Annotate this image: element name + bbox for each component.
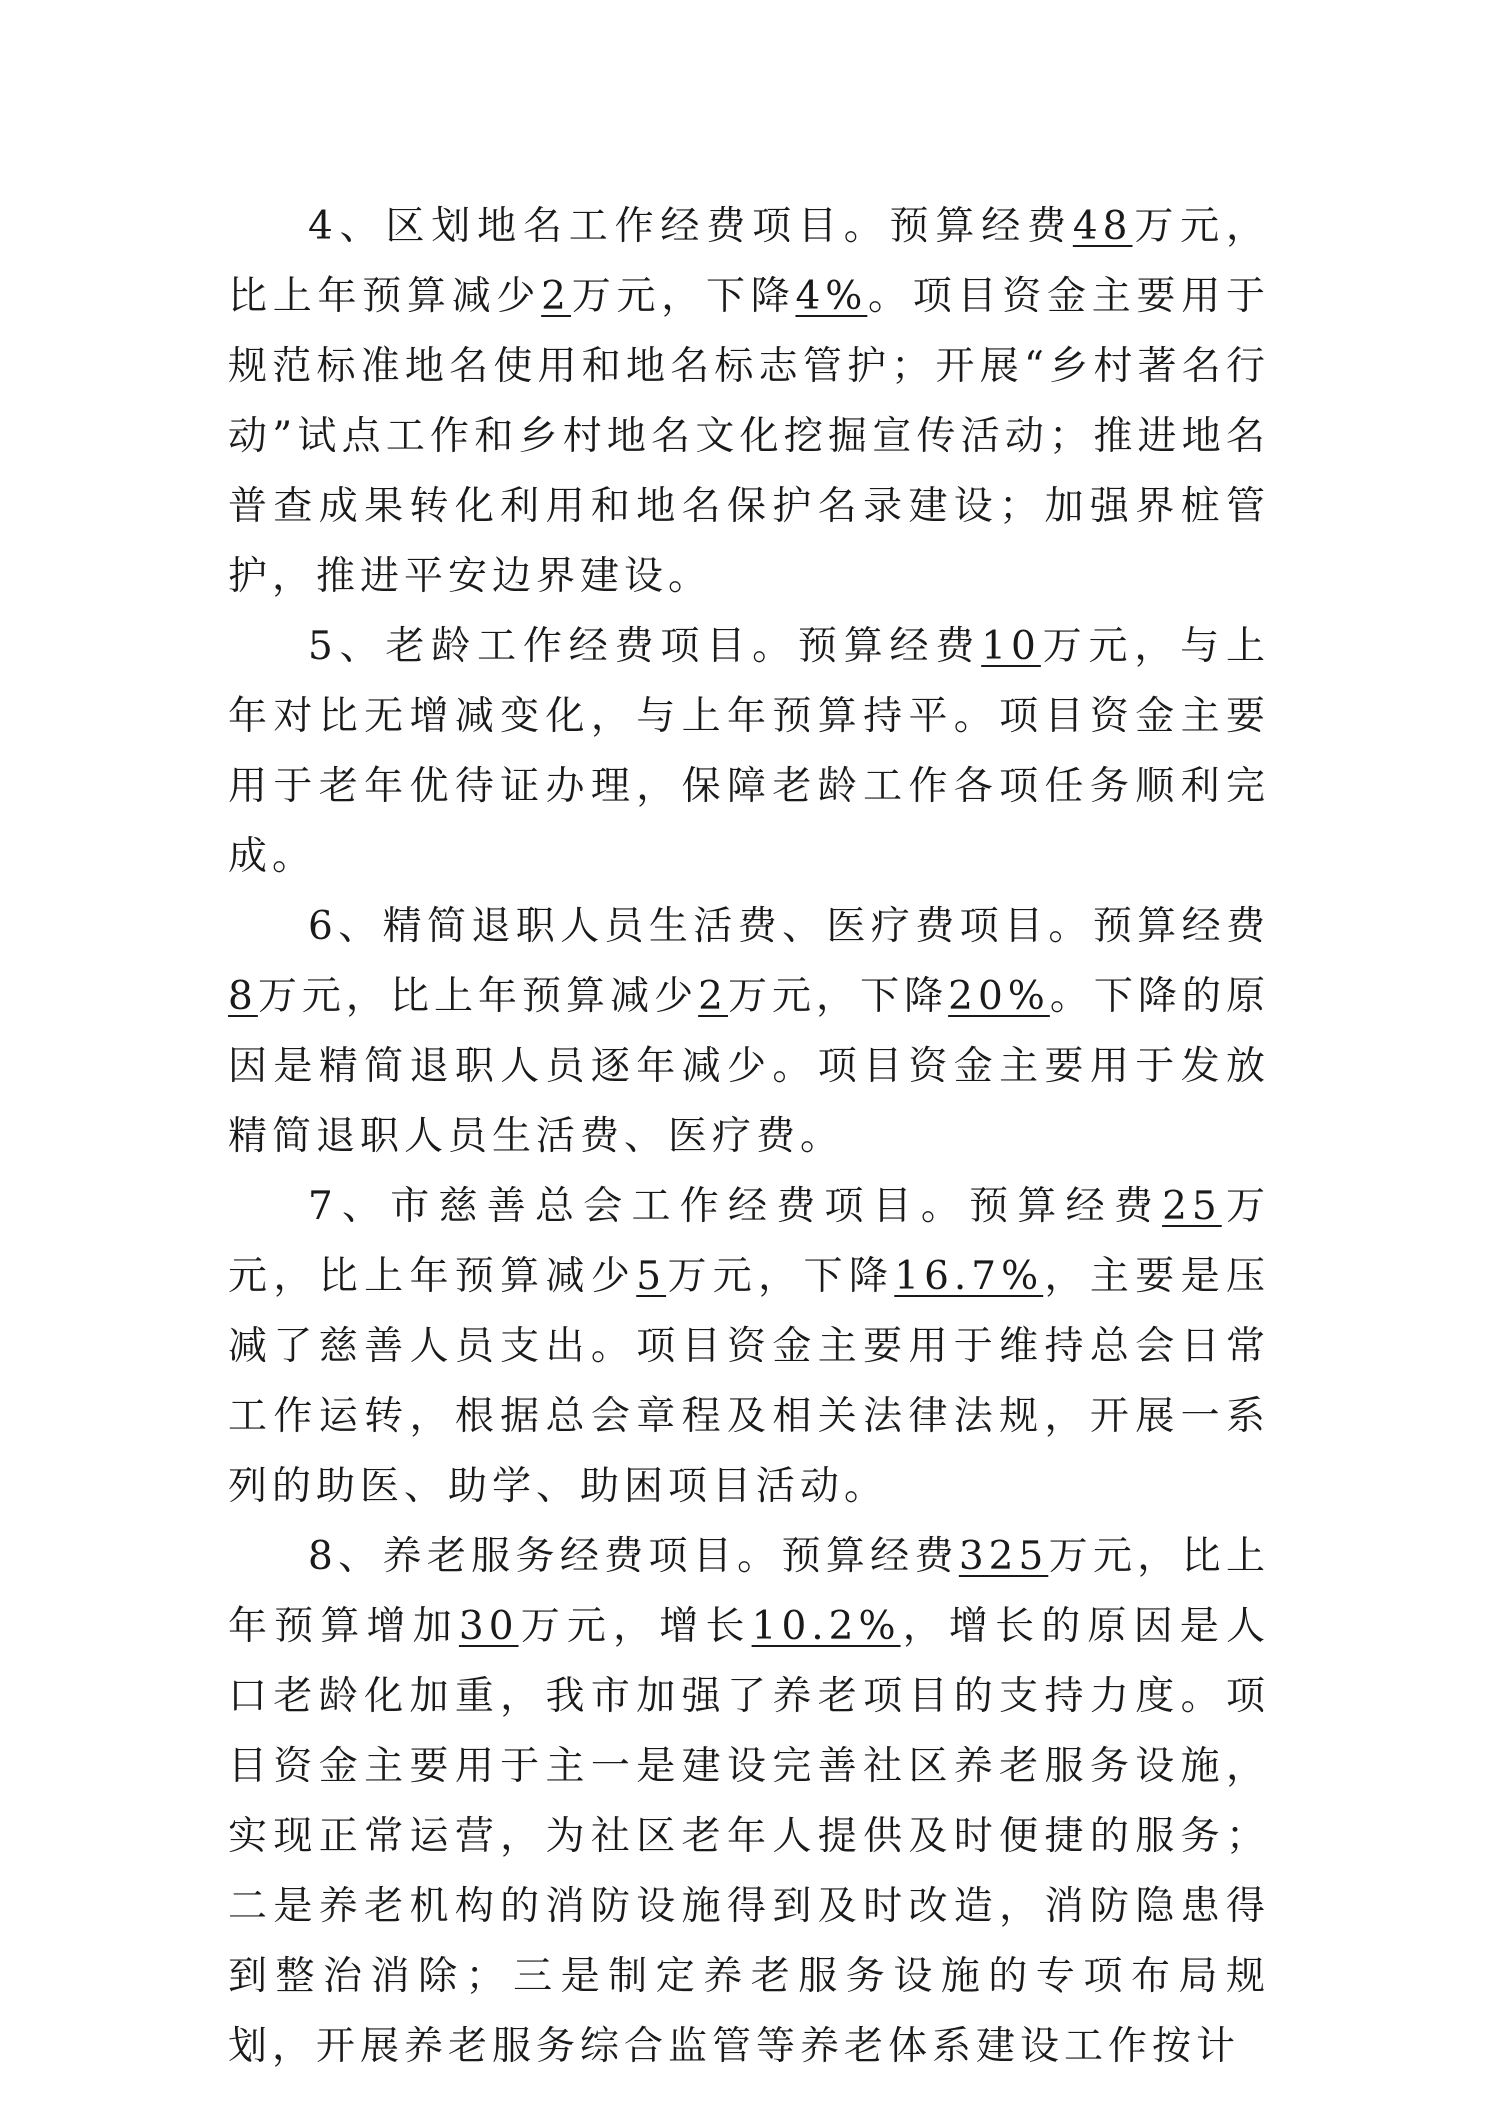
text-segment: 万元，下降 <box>571 274 796 319</box>
text-segment: 万元，比上年预算减少 <box>228 1184 1270 1299</box>
underlined-figure: 325 <box>958 1534 1049 1579</box>
text-segment: 万元，下降 <box>727 974 949 1019</box>
text-segment: 8、养老服务经费项目。预算经费 <box>308 1534 959 1579</box>
underlined-figure: 8 <box>228 974 258 1019</box>
underlined-figure: 2 <box>698 974 728 1019</box>
text-segment: 万元，比上年预算增加 <box>228 1534 1270 1649</box>
text-segment: 万元，比上年预算减少 <box>228 204 1270 319</box>
text-segment: 4、区划地名工作经费项目。预算经费 <box>308 204 1073 249</box>
text-segment: 万元，与上年对比无增减变化，与上年预算持平。项目资金主要用于老年优待证办理，保障老龄工作各项任务顺利完成。 <box>228 624 1270 879</box>
underlined-figure: 5 <box>636 1254 667 1299</box>
text-segment: 万元，增长 <box>518 1604 752 1649</box>
underlined-figure: 20% <box>948 974 1050 1019</box>
paragraph-item-6 <box>228 892 1270 1172</box>
paragraph-item-7 <box>228 1172 1270 1522</box>
underlined-figure: 2 <box>541 274 571 319</box>
paragraph-item-5 <box>228 612 1270 892</box>
underlined-figure: 10 <box>981 624 1041 669</box>
underlined-figure: 10.2% <box>751 1604 901 1649</box>
underlined-figure: 4% <box>795 274 868 319</box>
text-segment: 5、老龄工作经费项目。预算经费 <box>308 624 982 669</box>
paragraph-item-8 <box>228 1522 1270 2082</box>
text-segment: 6、精简退职人员生活费、医疗费项目。预算经费 <box>308 904 1270 949</box>
document-body <box>228 192 1270 2082</box>
paragraph-item-4 <box>228 192 1270 612</box>
underlined-figure: 16.7% <box>894 1254 1044 1299</box>
text-segment: 万元，比上年预算减少 <box>257 974 699 1019</box>
text-segment: ，主要是压减了慈善人员支出。项目资金主要用于维持总会日常工作运转，根据总会章程及相关法律法规，开展一系列的助医、助学、助困项目活动。 <box>228 1254 1270 1509</box>
text-segment: 。下降的原因是精简退职人员逐年减少。项目资金主要用于发放精简退职人员生活费、医疗费。 <box>228 974 1270 1159</box>
text-segment: 万元，下降 <box>666 1254 895 1299</box>
text-segment: 7、市慈善总会工作经费项目。预算经费 <box>308 1184 1163 1229</box>
underlined-figure: 30 <box>458 1604 519 1649</box>
underlined-figure: 25 <box>1162 1184 1222 1229</box>
text-segment: 。项目资金主要用于规范标准地名使用和地名标志管护；开展“乡村著名行动”试点工作和乡村地名文化挖掘宣传活动；推进地名普查成果转化利用和地名保护名录建设；加强界桩管护，推进平安边界建设。 <box>228 274 1270 599</box>
text-segment: ，增长的原因是人口老龄化加重，我市加强了养老项目的支持力度。项目资金主要用于主一是建设完善社区养老服务设施，实现正常运营，为社区老年人提供及时便捷的服务；二是养老机构的消防设施得到及时改造，消防隐患得到整治消除；三是制定养老服务设施的专项布局规划，开展养老服务综合监管等养老体系建设工作按计 <box>228 1604 1270 2069</box>
underlined-figure: 48 <box>1072 204 1133 249</box>
